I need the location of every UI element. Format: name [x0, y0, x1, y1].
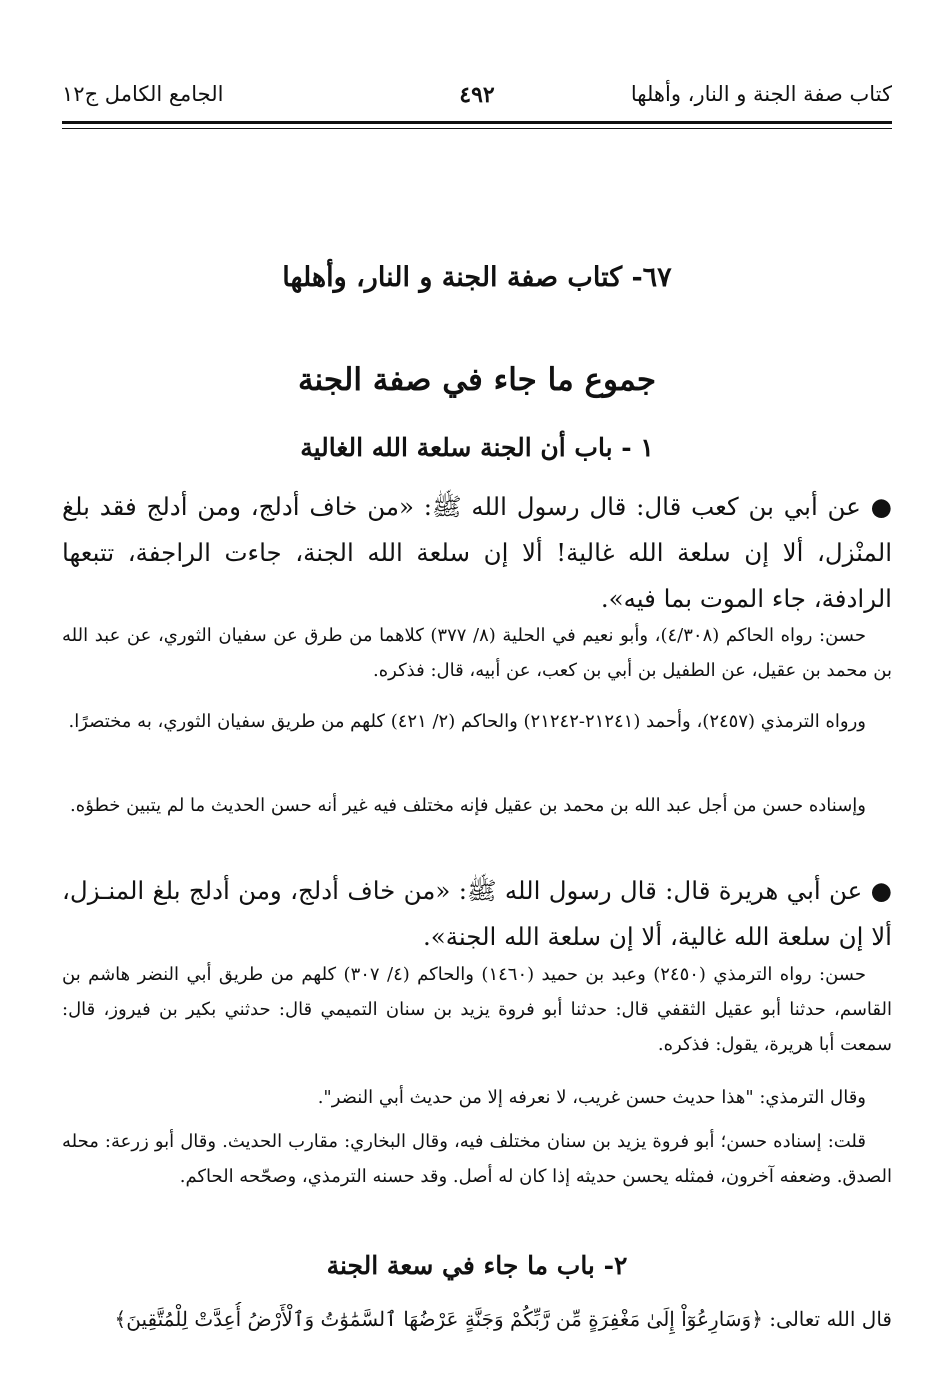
takhrij-note-3: وإسناده حسن من أجل عبد الله بن محمد بن عقيل فإنه مختلف فيه غير أنه حسن الحديث ما لم يتبين خطؤه. — [70, 795, 866, 816]
header-volume-title: الجامع الكامل ج١٢ — [62, 82, 224, 106]
takhrij-note-6: قلت: إسناده حسن؛ أبو فروة يزيد بن سنان مختلف فيه، وقال البخاري: مقارب الحديث. وقال أبو زرعة: محله الصدق. وضعفه آخرون، فمثله يحسن حديثه إذا كان له أصل. وقد حسنه الترمذي، وصحّحه الحاكم. — [62, 1131, 892, 1187]
header-rule-thick — [62, 121, 892, 124]
takhrij-note-5: وقال الترمذي: "هذا حديث حسن غريب، لا نعرفه إلا من حديث أبي النضر". — [317, 1087, 866, 1108]
chapter-1-heading: ١ - باب أن الجنة سلعة الله الغالية — [300, 433, 654, 462]
takhrij-note-4: حسن: رواه الترمذي (٢٤٥٠) وعبد بن حميد (١٤٦٠) والحاكم (٤/ ٣٠٧) كلهم من طريق أبي النضر هاشم بن القاسم، حدثنا أبو عقيل الثقفي قال: حدثنا أبو فروة يزيد بن سنان التميمي قال: حدثني بكير بن فيروز، قال: سمعت أبا هريرة، يقول: فذكره. — [62, 964, 892, 1055]
running-header — [62, 82, 892, 112]
takhrij-note-2: ورواه الترمذي (٢٤٥٧)، وأحمد (٢١٢٤١-٢١٢٤٢) والحاكم (٢/ ٤٢١) كلهم من طريق سفيان الثوري، به مختصرًا. — [68, 711, 866, 732]
hadith-1: ● عن أبي بن كعب قال: قال رسول الله ﷺ: «من خاف أدلج، ومن أدلج فقد بلغ المنْزل، ألا إن سلعة الله غالية! ألا إن سلعة الله الجنة، جاءت الراجفة، تتبعها الرادفة، جاء الموت بما فيه». — [62, 492, 892, 613]
chapter-2-heading: ٢- باب ما جاء في سعة الجنة — [326, 1251, 628, 1280]
section-heading: جموع ما جاء في صفة الجنة — [297, 362, 657, 398]
takhrij-note-1: حسن: رواه الحاكم (٤/٣٠٨)، وأبو نعيم في الحلية (٨/ ٣٧٧) كلاهما من طرق عن سفيان الثوري، عن عبد الله بن محمد بن عقيل، عن الطفيل بن أبي بن كعب، عن أبيه، قال: فذكره. — [62, 625, 892, 681]
book-heading: ٦٧- كتاب صفة الجنة و النار، وأهلها — [282, 262, 672, 293]
page-number: ٤٩٢ — [459, 82, 495, 108]
header-rule-thin — [62, 128, 892, 129]
quran-verse-line: قال الله تعالى: ﴿وَسَارِعُوٓاْ إِلَىٰ مَغْفِرَةٍ مِّن رَّبِّكُمْ وَجَنَّةٍ عَرْضُهَا ٱلسَّمَٰوَٰتُ وَٱلْأَرْضُ أُعِدَّتْ لِلْمُتَّقِينَ﴾ — [114, 1307, 892, 1331]
header-book-title: كتاب صفة الجنة و النار، وأهلها — [630, 82, 892, 106]
hadith-2: ● عن أبي هريرة قال: قال رسول الله ﷺ: «من خاف أدلج، ومن أدلج بلغ المنـزل، ألا إن سلعة الله غالية، ألا إن سلعة الله الجنة». — [62, 876, 892, 951]
